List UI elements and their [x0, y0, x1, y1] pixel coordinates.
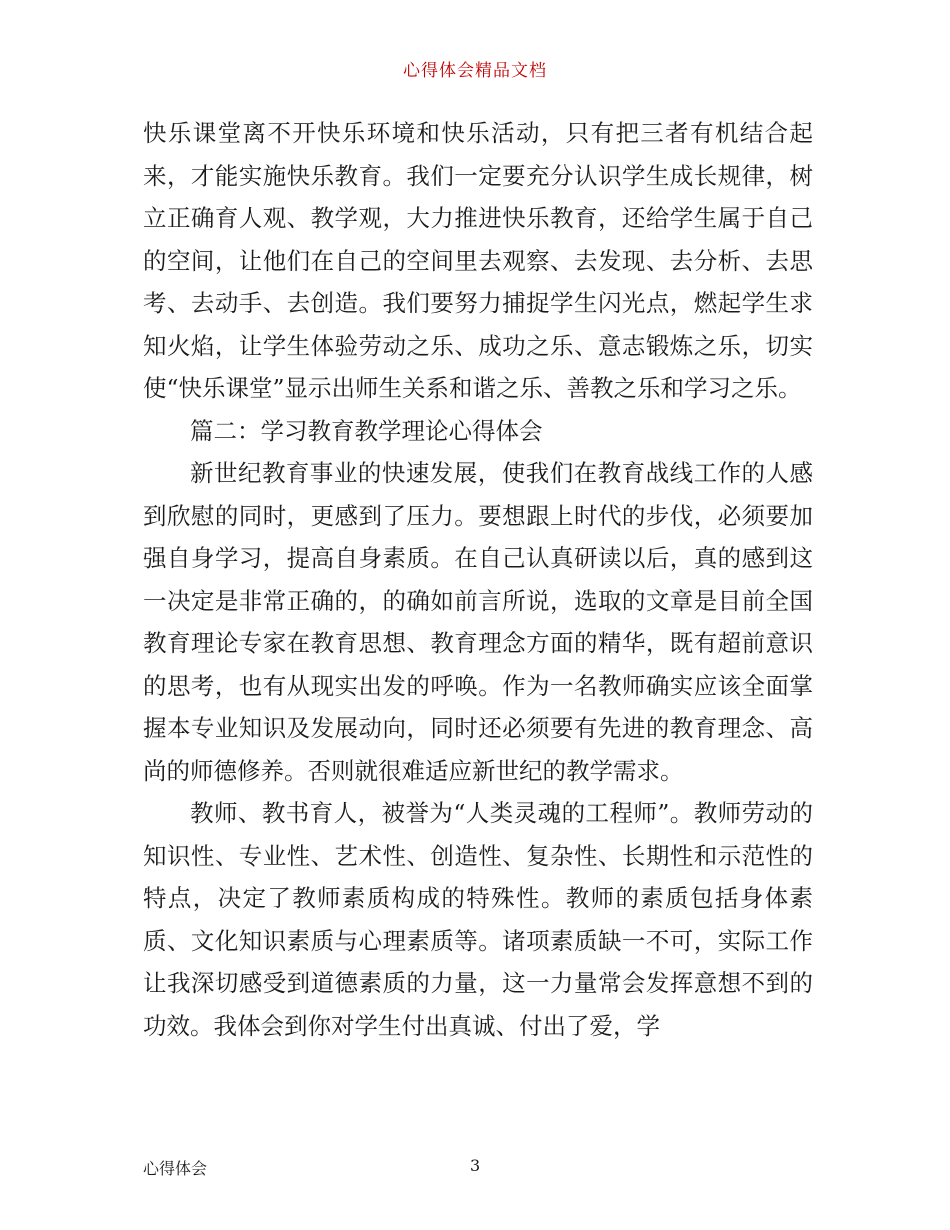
- paragraph-happy-classroom: 快乐课堂离不开快乐环境和快乐活动，只有把三者有机结合起来，才能实施快乐教育。我们一定要充分认识学生成长规律，树立正确育人观、教学观，大力推进快乐教育，还给学生属于自己的空间，让他们在自己的空间里去观察、去发现、去分析、去思考、去动手、去创造。我们要努力捕捉学生闪光点，燃起学生求知火焰，让学生体验劳动之乐、成功之乐、意志锻炼之乐，切实使“快乐课堂”显示出师生关系和谐之乐、善教之乐和学习之乐。: [143, 119, 813, 402]
- document-header-title: 心得体会精品文档: [403, 61, 547, 81]
- section-heading: 篇二：学习教育教学理论心得体会: [190, 416, 543, 445]
- paragraph-teacher-quality: 教师、教书育人，被誉为“人类灵魂的工程师”。教师劳动的知识性、专业性、艺术性、创造性、复杂性、长期性和示范性的特点，决定了教师素质构成的特殊性。教师的素质包括身体素质、文化知识素质与心理素质等。诸项素质缺一不可，实际工作让我深切感受到道德素质的力量，这一力量常会发挥意想不到的功效。我体会到你对学生付出真诚、付出了爱，学: [143, 799, 813, 1040]
- footer-label: 心得体会: [143, 1159, 208, 1178]
- document-body: [143, 112, 813, 1047]
- paragraph-new-century: 新世纪教育事业的快速发展，使我们在教育战线工作的人感到欣慰的同时，更感到了压力。要想跟上时代的步伐，必须要加强自身学习，提高自身素质。在自己认真研读以后，真的感到这一决定是非常正确的，的确如前言所说，选取的文章是目前全国教育理论专家在教育思想、教育理念方面的精华，既有超前意识的思考，也有从现实出发的呼唤。作为一名教师确实应该全面掌握本专业知识及发展动向，同时还必须要有先进的教育理念、高尚的师德修养。否则就很难适应新世纪的教学需求。: [143, 459, 813, 785]
- page-number: 3: [470, 1156, 481, 1175]
